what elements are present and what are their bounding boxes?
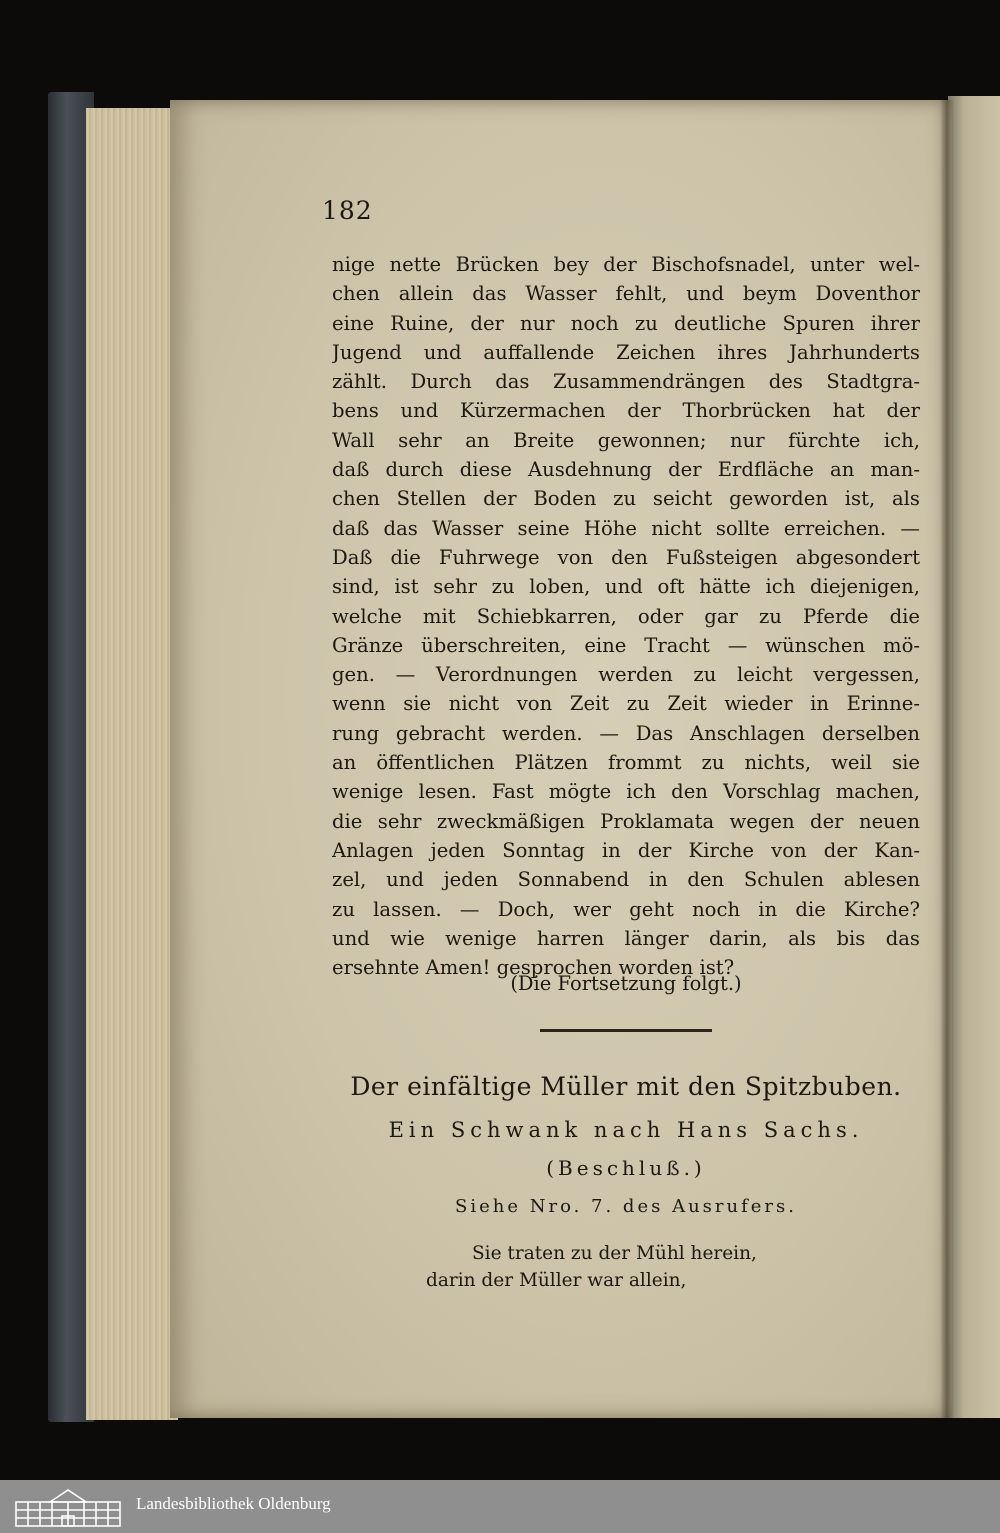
text-line: daß durch diese Ausdehnung der Erdfläche an man- bbox=[332, 458, 920, 482]
text-line: zählt. Durch das Zusammendrängen des Stadtgra- bbox=[332, 370, 920, 394]
text-line: zu lassen. — Doch, wer geht noch in die Kirche? bbox=[332, 897, 920, 921]
body-text bbox=[332, 250, 920, 982]
facing-page-edge bbox=[948, 96, 1000, 1418]
text-line: daß das Wasser seine Höhe nicht sollte erreichen. — bbox=[332, 516, 920, 540]
text-line: eine Ruine, der nur noch zu deutliche Spuren ihrer bbox=[332, 311, 920, 335]
text-line: wenige lesen. Fast mögte ich den Vorschlag machen, bbox=[332, 780, 920, 804]
text-line: und wie wenige harren länger darin, als bis das bbox=[332, 926, 920, 950]
text-line: sind, ist sehr zu loben, und oft hätte ich diejenigen, bbox=[332, 575, 920, 599]
text-line: zel, und jeden Sonnabend in den Schulen ablesen bbox=[332, 868, 920, 892]
text-line: die sehr zweckmäßigen Proklamata wegen der neuen bbox=[332, 809, 920, 833]
verse-line: Sie traten zu der Mühl herein, bbox=[472, 1243, 757, 1264]
page-number: 182 bbox=[322, 196, 373, 225]
text-line: an öffentlichen Plätzen frommt zu nichts, weil sie bbox=[332, 751, 920, 775]
text-line: Jugend und auffallende Zeichen ihres Jahrhunderts bbox=[332, 340, 920, 364]
section-divider bbox=[540, 1029, 712, 1032]
text-line: rung gebracht werden. — Das Anschlagen derselben bbox=[332, 721, 920, 745]
text-line: Daß die Fuhrwege von den Fußsteigen abgesondert bbox=[332, 545, 920, 569]
footer-bar bbox=[0, 1480, 1000, 1533]
story-title: Der einfältige Müller mit den Spitzbuben. bbox=[350, 1072, 902, 1101]
text-line: ersehnte Amen! gesprochen worden ist? bbox=[332, 956, 735, 980]
story-conclusion-label: (Beschluß.) bbox=[546, 1156, 706, 1180]
text-line: wenn sie nicht von Zeit zu Zeit wieder in Erinne- bbox=[332, 692, 920, 716]
text-line: Gränze überschreiten, eine Tracht — wünschen mö- bbox=[332, 633, 920, 657]
text-line: nige nette Brücken bey der Bischofsnadel, unter wel- bbox=[332, 253, 920, 276]
verse-line: darin der Müller war allein, bbox=[426, 1270, 687, 1291]
verse-block bbox=[426, 1240, 846, 1294]
text-line: gen. — Verordnungen werden zu leicht vergessen, bbox=[332, 663, 920, 687]
library-name: Landesbibliothek Oldenburg bbox=[136, 1494, 331, 1513]
story-reference: Siehe Nro. 7. des Ausrufers. bbox=[455, 1196, 797, 1217]
story-subtitle: Ein Schwank nach Hans Sachs. bbox=[388, 1118, 864, 1142]
continuation-note: (Die Fortsetzung folgt.) bbox=[510, 972, 742, 995]
text-line: welche mit Schiebkarren, oder gar zu Pferde die bbox=[332, 604, 920, 628]
text-line: bens und Kürzermachen der Thorbrücken hat der bbox=[332, 399, 920, 423]
page-block-edge bbox=[86, 108, 178, 1420]
text-line: chen allein das Wasser fehlt, und beym Doventhor bbox=[332, 282, 920, 306]
text-line: chen Stellen der Boden zu seicht geworden ist, als bbox=[332, 487, 920, 511]
page-gutter-shadow bbox=[940, 100, 954, 1418]
text-line: Anlagen jeden Sonntag in der Kirche von der Kan- bbox=[332, 838, 920, 862]
text-line: Wall sehr an Breite gewonnen; nur fürchte ich, bbox=[332, 428, 920, 452]
library-building-icon bbox=[12, 1486, 124, 1528]
